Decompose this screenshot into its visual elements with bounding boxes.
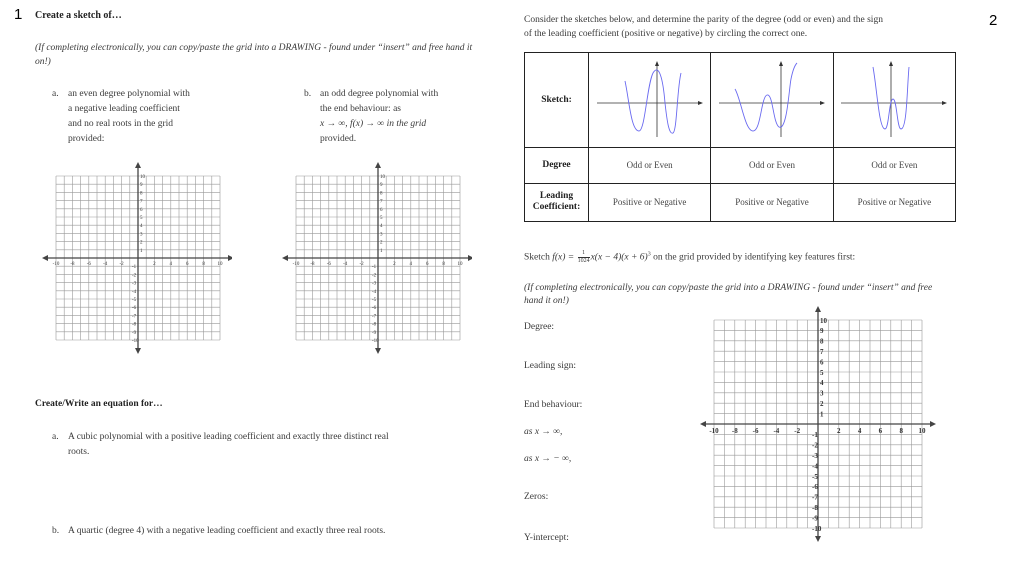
y-tick-label: -3 xyxy=(132,281,137,287)
axis-arrow-left xyxy=(282,255,288,261)
sketch-cell-3 xyxy=(833,53,955,148)
page1-title: Create a sketch of… xyxy=(35,10,122,21)
y-tick-label: -8 xyxy=(132,322,137,328)
coef-choice-1[interactable]: Positive or Negative xyxy=(589,183,711,221)
axis-arrow-down xyxy=(815,536,821,542)
axis-arrow-left xyxy=(42,255,48,261)
y-tick-label: -8 xyxy=(372,322,377,328)
y-tick-label: 6 xyxy=(380,207,383,213)
y-tick-label: -2 xyxy=(812,441,818,450)
x-tick-label: -8 xyxy=(310,262,315,267)
y-tick-label: 10 xyxy=(820,316,827,325)
y-tick-label: 2 xyxy=(140,240,143,246)
sketch-item-b: b. an odd degree polynomial with the end behaviour: as x → ∞, f(x) → ∞ in the grid provided. xyxy=(304,89,439,144)
axis-arrow-down xyxy=(135,348,141,354)
y-tick-label: -6 xyxy=(132,306,137,312)
y-tick-label: -3 xyxy=(372,281,377,287)
x-tick-label: 6 xyxy=(878,427,883,435)
x-tick-label: 2 xyxy=(393,262,396,267)
x-tick-label: -6 xyxy=(326,262,331,267)
y-tick-label: 4 xyxy=(140,224,143,230)
degree-row-header: Degree xyxy=(525,147,589,183)
page-number-1: 1 xyxy=(14,6,23,23)
y-tick-label: 6 xyxy=(820,358,824,367)
y-tick-label: -5 xyxy=(132,298,137,303)
x-tick-label: -2 xyxy=(119,262,124,267)
x-tick-label: -8 xyxy=(731,427,738,435)
x-tick-label: 10 xyxy=(918,427,926,435)
x-tick-label: 8 xyxy=(202,262,205,267)
y-tick-label: 4 xyxy=(380,224,383,230)
y-tick-label: -5 xyxy=(372,298,377,303)
grid-b[interactable] xyxy=(280,160,472,358)
sketch-cell-2 xyxy=(711,53,833,148)
y-tick-label: 1 xyxy=(380,248,383,254)
y-tick-label: -9 xyxy=(132,330,137,336)
feature-leading-sign: Leading sign: xyxy=(524,361,576,371)
y-tick-label: 8 xyxy=(820,337,824,346)
y-tick-label: -10 xyxy=(812,524,822,533)
y-tick-label: -7 xyxy=(132,314,137,320)
degree-choice-3[interactable]: Odd or Even xyxy=(833,147,955,183)
y-tick-label: -6 xyxy=(812,483,818,492)
feature-y-intercept: Y-intercept: xyxy=(524,533,569,543)
y-tick-label: -3 xyxy=(812,452,818,460)
y-tick-label: 7 xyxy=(140,199,143,205)
x-tick-label: 8 xyxy=(442,262,445,267)
y-tick-label: -4 xyxy=(812,462,818,471)
x-tick-label: 8 xyxy=(899,427,903,435)
section2-title: Create/Write an equation for… xyxy=(35,399,163,409)
y-tick-label: 4 xyxy=(820,379,824,388)
y-tick-label: 1 xyxy=(140,248,143,254)
y-tick-label: 10 xyxy=(140,175,145,180)
x-tick-label: -10 xyxy=(52,262,60,267)
x-tick-label: 10 xyxy=(217,262,223,267)
y-tick-label: -6 xyxy=(372,306,377,312)
y-tick-label: 3 xyxy=(820,389,824,398)
y-tick-label: 5 xyxy=(380,216,383,221)
feature-end-neg: as x → − ∞, xyxy=(524,454,572,464)
x-tick-label: 4 xyxy=(409,262,413,267)
x-tick-label: 2 xyxy=(837,427,841,435)
y-tick-label: -7 xyxy=(812,493,818,502)
page2-intro: Consider the sketches below, and determine the parity of the degree (odd or even) and the sign of the leading coefficient (positive or negative) by circling the correct one. xyxy=(524,15,883,39)
y-tick-label: 2 xyxy=(380,240,383,246)
axis-arrow-left xyxy=(700,421,706,427)
axis-arrow-right xyxy=(228,255,232,261)
x-tick-label: -2 xyxy=(794,427,801,435)
x-tick-label: -10 xyxy=(292,262,300,267)
y-tick-label: -1 xyxy=(812,431,818,440)
y-tick-label: -10 xyxy=(132,339,139,344)
y-tick-label: 8 xyxy=(140,191,143,197)
x-tick-label: -6 xyxy=(752,427,759,435)
x-tick-label: 4 xyxy=(169,262,173,267)
y-tick-label: -2 xyxy=(132,273,137,279)
y-tick-label: -2 xyxy=(372,273,377,279)
axis-arrow-up xyxy=(135,162,141,168)
feature-end-pos: as x → ∞, xyxy=(524,427,563,437)
y-tick-label: 6 xyxy=(140,207,143,213)
y-tick-label: 2 xyxy=(820,400,824,408)
y-tick-label: -1 xyxy=(132,265,137,271)
y-tick-label: -4 xyxy=(132,289,137,295)
axis-arrow-up xyxy=(375,162,381,168)
sketch-function-prompt: Sketch f(x) = $\frac{1}{1024}$ $x(x - 4)(x + 6)^3$ on the grid provided by identifying key features first: xyxy=(524,250,856,264)
grid-a[interactable] xyxy=(40,160,232,358)
feature-degree: Degree: xyxy=(524,322,555,332)
x-tick-label: -10 xyxy=(709,427,719,435)
x-tick-label: -4 xyxy=(773,427,780,435)
x-tick-label: -6 xyxy=(86,262,91,267)
axis-arrow-up xyxy=(815,306,821,312)
feature-zeros: Zeros: xyxy=(524,492,549,502)
coef-choice-2[interactable]: Positive or Negative xyxy=(711,183,833,221)
x-tick-label: 10 xyxy=(457,262,463,267)
equation-item-a: a. A cubic polynomial with a positive leading coefficient and exactly three distinct real roots. xyxy=(52,432,389,457)
sketch-row-header: Sketch: xyxy=(525,53,589,148)
grid-big[interactable] xyxy=(694,304,970,544)
y-tick-label: 7 xyxy=(380,199,383,205)
axis-arrow-right xyxy=(930,421,936,427)
parity-table xyxy=(524,52,956,222)
axis-arrow-right xyxy=(468,255,472,261)
degree-choice-2[interactable]: Odd or Even xyxy=(711,147,833,183)
equation-item-b: b. A quartic (degree 4) with a negative leading coefficient and exactly three real roots. xyxy=(52,526,386,536)
y-tick-label: 5 xyxy=(140,216,143,221)
y-tick-label: 3 xyxy=(140,232,143,238)
x-tick-label: -8 xyxy=(70,262,75,267)
x-tick-label: 6 xyxy=(185,262,189,267)
x-tick-label: 4 xyxy=(857,427,862,435)
y-tick-label: 10 xyxy=(380,175,385,180)
sketch-item-a: a. an even degree polynomial with a negative leading coefficient and no real roots in the grid provided: xyxy=(52,89,190,144)
page-number-2: 2 xyxy=(989,12,998,29)
x-tick-label: 2 xyxy=(153,262,156,267)
y-tick-label: 1 xyxy=(820,410,824,419)
y-tick-label: 8 xyxy=(380,191,383,197)
axis-arrow-down xyxy=(375,348,381,354)
y-tick-label: -5 xyxy=(812,472,818,481)
degree-choice-1[interactable]: Odd or Even xyxy=(589,147,711,183)
y-tick-label: 5 xyxy=(820,368,824,377)
leading-row-header: Leading Coefficient: xyxy=(525,183,589,221)
y-tick-label: 3 xyxy=(380,232,383,238)
y-tick-label: -9 xyxy=(372,330,377,336)
y-tick-label: -4 xyxy=(372,289,377,295)
page1-instruction: (If completing electronically, you can copy/paste the grid into a DRAWING - found under “insert” and free hand it on!) xyxy=(35,43,473,67)
y-tick-label: 9 xyxy=(820,327,824,336)
feature-end-behaviour: End behaviour: xyxy=(524,400,583,410)
y-tick-label: -9 xyxy=(812,514,818,523)
y-tick-label: -7 xyxy=(372,314,377,320)
y-tick-label: 9 xyxy=(380,183,383,189)
x-tick-label: -4 xyxy=(103,262,108,267)
x-tick-label: 6 xyxy=(425,262,429,267)
y-tick-label: 9 xyxy=(140,183,143,189)
x-tick-label: -4 xyxy=(343,262,348,267)
x-tick-label: -2 xyxy=(359,262,364,267)
coef-choice-3[interactable]: Positive or Negative xyxy=(833,183,955,221)
y-tick-label: -10 xyxy=(372,339,379,344)
sketch-cell-1 xyxy=(589,53,711,148)
y-tick-label: 7 xyxy=(820,348,824,356)
page2-instruction: (If completing electronically, you can copy/paste the grid into a DRAWING - found under “insert” and free hand it on!) xyxy=(524,283,933,306)
y-tick-label: -8 xyxy=(812,504,818,512)
y-tick-label: -1 xyxy=(372,265,377,271)
